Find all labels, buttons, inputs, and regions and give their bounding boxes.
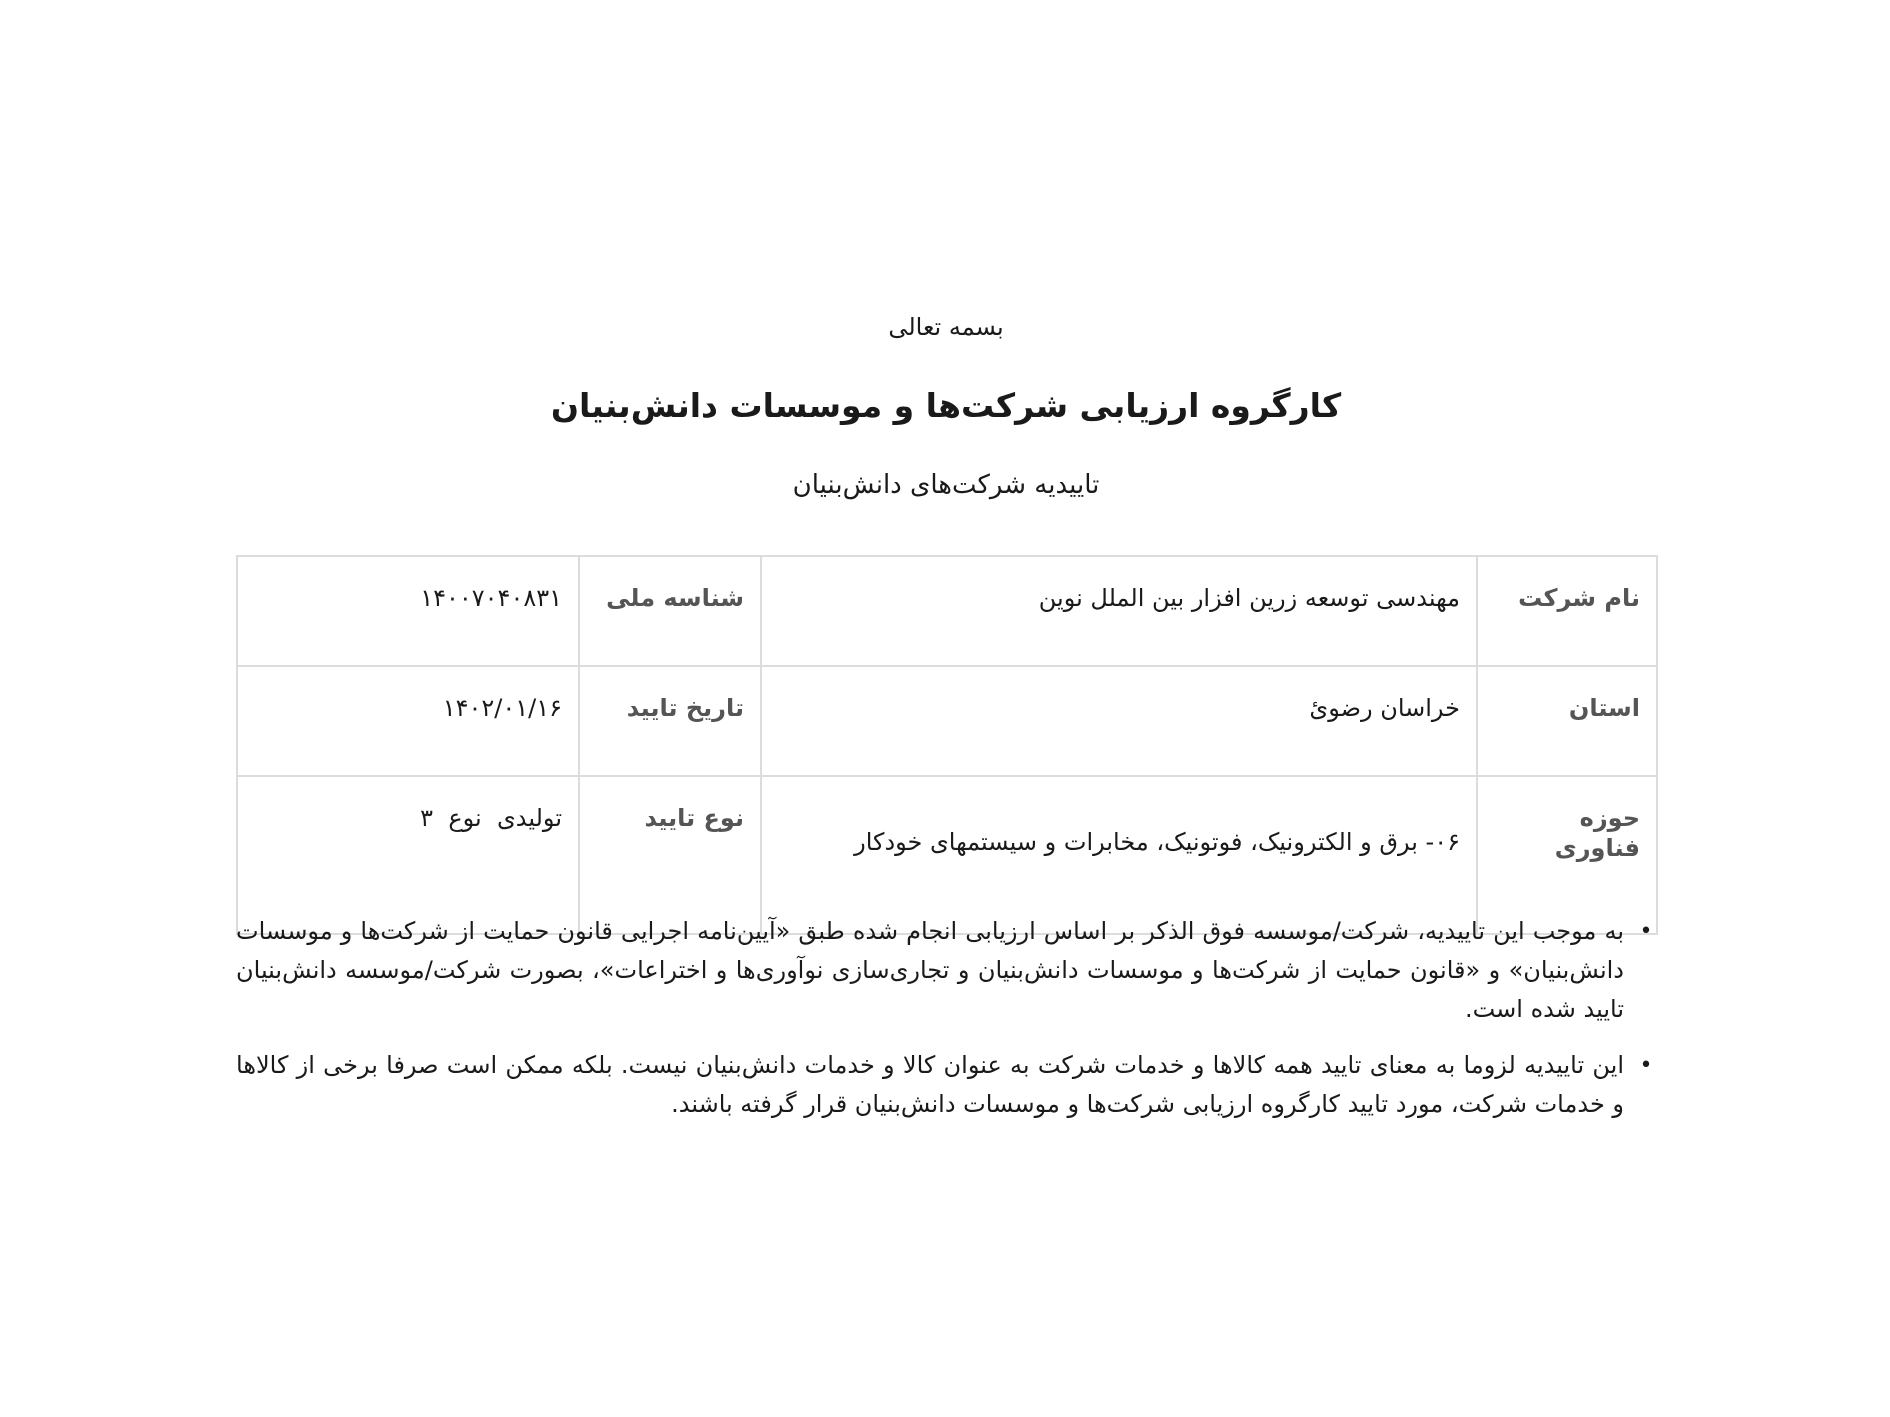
list-item [236,1046,1656,1124]
company-name-label: نام شرکت [1477,556,1657,666]
national-id-value: ۱۴۰۰۷۰۴۰۸۳۱ [237,556,579,666]
approval-type-value: تولیدی نوع ۳ [237,776,579,934]
note-text: این تاییدیه لزوما به معنای تایید همه کالاها و خدمات شرکت به عنوان کالا و خدمات دانش‌بنیان نیست. بلکه ممکن است صرفا برخی از کالاها و خدمات شرکت، مورد تایید کارگروه ارزیابی شرکت‌ها و موسسات دانش‌بنیان قرار گرفته باشند. [236,1051,1624,1118]
table-row [237,556,1657,666]
approval-date-label: تاریخ تایید [579,666,761,776]
province-label: استان [1477,666,1657,776]
bullet-dot-icon: • [1639,919,1653,944]
province-value: خراسان رضوئ [761,666,1477,776]
technology-field-label: حوزه فناوری [1477,776,1657,934]
approval-type-label: نوع تایید [579,776,761,934]
company-info-table [236,555,1658,935]
technology-field-value [761,776,1477,934]
page-title: کارگروه ارزیابی شرکت‌ها و موسسات دانش‌بنیان [550,386,1342,425]
table-row [237,666,1657,776]
basmala-heading: بسمه تعالی [888,313,1004,341]
list-item [236,912,1656,1029]
note-text: به موجب این تاییدیه، شرکت/موسسه فوق الذکر بر اساس ارزیابی انجام شده طبق «آیین‌نامه اجرایی قانون حمایت از شرکت‌ها و موسسات دانش‌بنیان» و «قانون حمایت از شرکت‌ها و موسسات دانش‌بنیان و تجاری‌سازی نوآوری‌ها و اختراعات»، بصورت شرکت/موسسه دانش‌بنیان تایید شده است. [236,917,1624,1023]
bullet-dot-icon: • [1639,1053,1653,1078]
national-id-label: شناسه ملی [579,556,761,666]
technology-field-line2: ۰۶- برق و الکترونیک، فوتونیک، مخابرات و سیستمهای خودکار [854,828,1460,856]
page-subtitle: تاییدیه شرکت‌های دانش‌بنیان [792,470,1100,500]
approval-date-value: ۱۴۰۲/۰۱/۱۶ [237,666,579,776]
table-row [237,776,1657,934]
technology-field-line1 [778,803,1460,829]
company-name-value: مهندسی توسعه زرین افزار بین الملل نوین [761,556,1477,666]
notes-list [236,912,1656,1141]
